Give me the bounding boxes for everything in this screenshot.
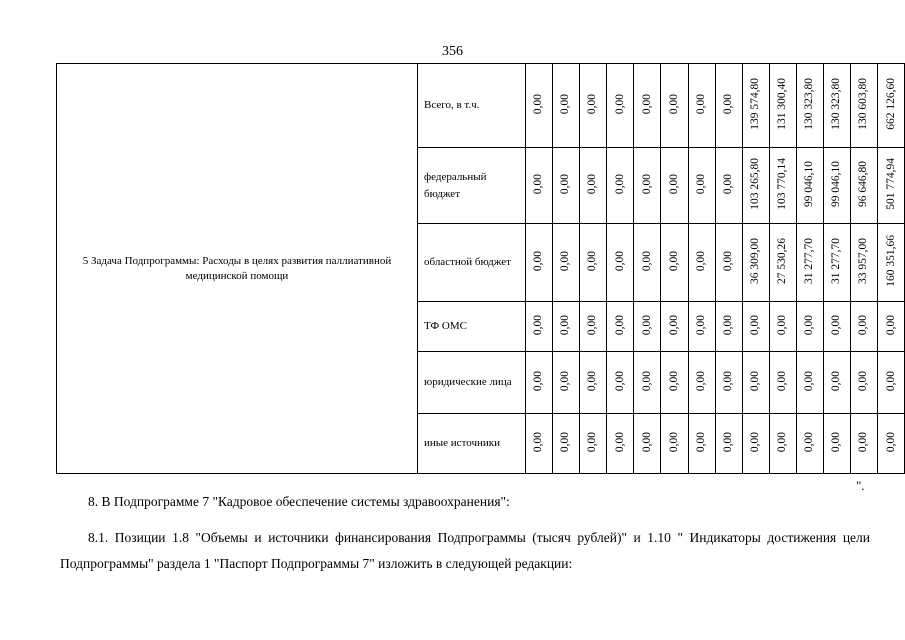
funding-source-cell: Всего, в т.ч. [418, 64, 526, 148]
value-cell [796, 64, 823, 148]
value-cell [742, 414, 769, 474]
value-text: 139 574,80 [749, 78, 762, 130]
value-cell [607, 302, 634, 352]
value-cell [824, 352, 851, 414]
value-text: 0,00 [694, 314, 707, 336]
value-cell [634, 148, 661, 224]
value-cell [878, 414, 905, 474]
value-cell [769, 148, 796, 224]
value-cell [688, 414, 715, 474]
funding-source-cell: ТФ ОМС [418, 302, 526, 352]
value-cell [851, 148, 878, 224]
value-text: 0,00 [559, 370, 572, 392]
value-cell [769, 224, 796, 302]
value-text: 36 309,00 [749, 238, 762, 284]
value-cell [688, 64, 715, 148]
value-text: 0,00 [749, 370, 762, 392]
value-text: 0,00 [586, 93, 599, 115]
value-cell [634, 224, 661, 302]
value-text: 0,00 [721, 370, 734, 392]
value-text: 0,00 [640, 173, 653, 195]
value-cell [824, 302, 851, 352]
value-text: 0,00 [532, 370, 545, 392]
value-text: 0,00 [613, 370, 626, 392]
value-cell [661, 302, 688, 352]
value-cell [824, 148, 851, 224]
value-cell [580, 148, 607, 224]
value-cell [878, 148, 905, 224]
value-cell [796, 352, 823, 414]
value-text: 130 323,80 [803, 78, 816, 130]
value-cell [851, 352, 878, 414]
value-cell [715, 224, 742, 302]
value-text: 0,00 [640, 431, 653, 453]
value-text: 130 603,80 [857, 78, 870, 130]
value-cell [634, 64, 661, 148]
value-cell [715, 352, 742, 414]
value-cell [715, 148, 742, 224]
value-text: 0,00 [803, 314, 816, 336]
value-cell [526, 414, 553, 474]
value-cell [742, 302, 769, 352]
value-cell [796, 148, 823, 224]
value-text: 0,00 [884, 431, 897, 453]
value-text: 0,00 [640, 250, 653, 272]
value-text: 103 770,14 [776, 158, 789, 210]
value-text: 0,00 [857, 370, 870, 392]
value-text: 0,00 [613, 314, 626, 336]
value-cell [796, 302, 823, 352]
value-text: 0,00 [559, 314, 572, 336]
value-text: 0,00 [559, 250, 572, 272]
value-text: 0,00 [667, 370, 680, 392]
value-cell [769, 352, 796, 414]
funding-source-cell: областной бюджет [418, 224, 526, 302]
value-text: 0,00 [559, 173, 572, 195]
value-cell [661, 352, 688, 414]
value-text: 96 646,80 [857, 161, 870, 207]
value-cell [824, 414, 851, 474]
value-cell [715, 64, 742, 148]
value-cell [634, 302, 661, 352]
value-cell [824, 64, 851, 148]
value-text: 0,00 [613, 250, 626, 272]
value-text: 0,00 [613, 431, 626, 453]
value-cell [824, 224, 851, 302]
value-text: 0,00 [559, 431, 572, 453]
value-text: 0,00 [532, 314, 545, 336]
financing-table [56, 63, 905, 474]
value-text: 0,00 [749, 314, 762, 336]
value-cell [796, 414, 823, 474]
value-text: 0,00 [667, 314, 680, 336]
value-cell [742, 352, 769, 414]
value-text: 0,00 [830, 314, 843, 336]
value-cell [742, 64, 769, 148]
value-cell [769, 302, 796, 352]
value-text: 99 046,10 [830, 161, 843, 207]
value-text: 0,00 [586, 314, 599, 336]
value-cell [580, 352, 607, 414]
closing-quote: ". [856, 478, 865, 493]
value-cell [851, 302, 878, 352]
value-cell [661, 224, 688, 302]
value-text: 501 774,94 [884, 158, 897, 210]
value-text: 0,00 [830, 431, 843, 453]
value-text: 0,00 [721, 173, 734, 195]
value-text: 0,00 [694, 370, 707, 392]
value-cell [553, 352, 580, 414]
task-label: 5 Задача Подпрограммы: Расходы в целях развития паллиативной медицинской помощи [82, 254, 392, 282]
value-text: 0,00 [776, 431, 789, 453]
value-text: 130 323,80 [830, 78, 843, 130]
funding-source-cell: федеральный бюджет [418, 148, 526, 224]
value-text: 31 277,70 [803, 238, 816, 284]
value-cell [742, 148, 769, 224]
value-text: 0,00 [640, 93, 653, 115]
value-cell [688, 224, 715, 302]
value-text: 0,00 [586, 431, 599, 453]
value-cell [688, 148, 715, 224]
value-text: 0,00 [532, 250, 545, 272]
value-text: 31 277,70 [830, 238, 843, 284]
value-cell [769, 414, 796, 474]
value-text: 0,00 [613, 173, 626, 195]
value-text: 0,00 [532, 173, 545, 195]
value-text: 0,00 [694, 173, 707, 195]
value-text: 0,00 [694, 431, 707, 453]
paragraph-section-8: 8. В Подпрограмме 7 "Кадровое обеспечение системы здравоохранения": [88, 494, 510, 509]
value-text: 131 300,40 [776, 78, 789, 130]
value-text: 0,00 [667, 431, 680, 453]
value-cell [580, 64, 607, 148]
value-text: 0,00 [721, 250, 734, 272]
value-cell [715, 414, 742, 474]
value-cell [878, 64, 905, 148]
value-cell [607, 224, 634, 302]
value-text: 0,00 [613, 93, 626, 115]
value-cell [526, 64, 553, 148]
funding-source-cell: юридические лица [418, 352, 526, 414]
value-cell [851, 224, 878, 302]
value-cell [607, 148, 634, 224]
value-text: 0,00 [884, 314, 897, 336]
value-text: 0,00 [721, 431, 734, 453]
value-cell [526, 352, 553, 414]
value-text: 0,00 [803, 431, 816, 453]
value-cell [553, 302, 580, 352]
value-cell [634, 414, 661, 474]
value-text: 0,00 [667, 93, 680, 115]
value-text: 33 957,00 [857, 238, 870, 284]
value-cell [661, 64, 688, 148]
value-cell [607, 64, 634, 148]
value-cell [878, 352, 905, 414]
value-cell [688, 352, 715, 414]
value-cell [878, 302, 905, 352]
value-text: 0,00 [884, 370, 897, 392]
value-text: 160 351,66 [884, 235, 897, 287]
value-cell [851, 414, 878, 474]
value-text: 0,00 [776, 370, 789, 392]
value-text: 0,00 [586, 370, 599, 392]
value-cell [796, 224, 823, 302]
value-cell [878, 224, 905, 302]
value-cell [688, 302, 715, 352]
task-label-cell [57, 64, 418, 474]
value-cell [553, 414, 580, 474]
value-cell [715, 302, 742, 352]
value-text: 0,00 [776, 314, 789, 336]
value-text: 103 265,80 [749, 158, 762, 210]
value-cell [742, 224, 769, 302]
value-cell [661, 148, 688, 224]
value-cell [607, 352, 634, 414]
paragraph-section-8-1: 8.1. Позиции 1.8 "Объемы и источники финансирования Подпрограммы (тысяч рублей)" и 1.10 " Индикаторы достижения цели Подпрограммы" раздела 1 "Паспорт Подпрограммы 7" изложить в следующей редакции: [60, 530, 870, 571]
value-cell [553, 64, 580, 148]
value-text: 0,00 [694, 93, 707, 115]
value-text: 0,00 [857, 431, 870, 453]
value-text: 0,00 [667, 173, 680, 195]
table-row [57, 64, 905, 148]
value-cell [526, 224, 553, 302]
value-cell [553, 148, 580, 224]
value-cell [580, 414, 607, 474]
value-text: 0,00 [857, 314, 870, 336]
value-text: 0,00 [830, 370, 843, 392]
value-cell [661, 414, 688, 474]
value-text: 0,00 [721, 93, 734, 115]
value-text: 99 046,10 [803, 161, 816, 207]
value-cell [580, 224, 607, 302]
value-cell [851, 64, 878, 148]
value-text: 0,00 [721, 314, 734, 336]
value-text: 0,00 [749, 431, 762, 453]
financing-table-body [57, 64, 905, 474]
value-text: 0,00 [586, 250, 599, 272]
value-text: 662 126,60 [884, 78, 897, 130]
value-text: 0,00 [586, 173, 599, 195]
value-text: 0,00 [640, 314, 653, 336]
value-text: 0,00 [559, 93, 572, 115]
value-text: 0,00 [694, 250, 707, 272]
funding-source-cell: иные источники [418, 414, 526, 474]
value-cell [553, 224, 580, 302]
page-number: 356 [442, 44, 463, 59]
value-text: 0,00 [532, 431, 545, 453]
value-text: 0,00 [640, 370, 653, 392]
value-text: 0,00 [667, 250, 680, 272]
value-cell [580, 302, 607, 352]
value-text: 0,00 [803, 370, 816, 392]
value-text: 27 530,26 [776, 238, 789, 284]
value-cell [526, 148, 553, 224]
value-cell [607, 414, 634, 474]
value-cell [526, 302, 553, 352]
value-cell [634, 352, 661, 414]
value-text: 0,00 [532, 93, 545, 115]
value-cell [769, 64, 796, 148]
